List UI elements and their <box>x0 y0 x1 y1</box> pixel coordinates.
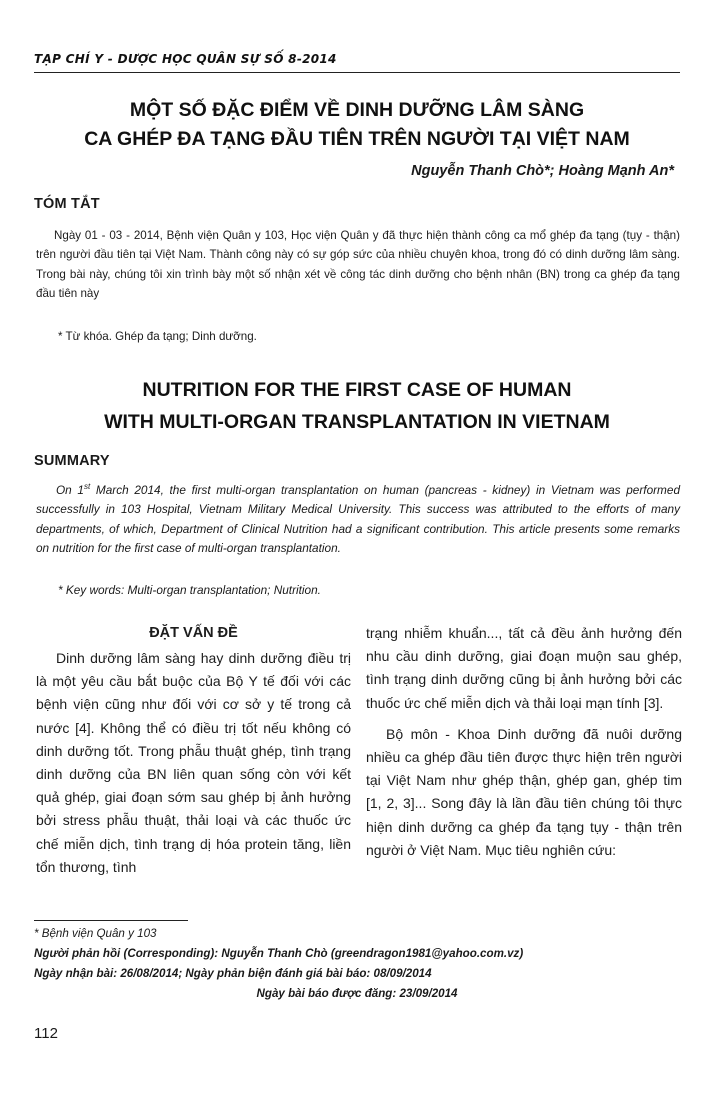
summary-body-start: On 1 <box>56 482 84 497</box>
vietnamese-title <box>34 96 680 154</box>
tomtat-abstract <box>36 226 680 303</box>
summary-body-superscript: st <box>83 482 91 491</box>
page-number: 112 <box>34 1025 58 1042</box>
footnote-published: Ngày bài báo được đăng: 23/09/2014 <box>256 987 458 1000</box>
summary-body-rest: March 2014, the first multi-organ transplantation on human (pancreas - kidney) in Vietnam was performed successfully in 103 Hospital, Vietnam Military Medical University. This success was attributed to the efforts of many departments, of which, Department of Clinical Nutrition had a significant contribution. This article presents some remarks on nutrition for the first case of multi-organ transplantation. <box>36 482 681 556</box>
footnote-corresponding: Người phản hồi (Corresponding): Nguyễn Thanh Chò (greendragon1981@yahoo.com.vz) <box>34 947 524 960</box>
header-rule <box>34 72 680 73</box>
summary-keywords: * Key words: Multi-organ transplantation; Nutrition. <box>58 583 321 597</box>
intro-paragraph-2: Bộ môn - Khoa Dinh dưỡng đã nuôi dưỡng nhiều ca ghép đầu tiên được thực hiện trên người tại Việt Nam như ghép thận, ghép gan, ghép tim [1, 2, 3]... Song đây là lần đầu tiên chúng tôi thực hiện dinh dưỡng ca ghép đa tạng tụy - thận trên người ở Việt Nam. Mục tiêu nghiên cứu: <box>366 725 682 858</box>
body-column-right <box>366 622 682 862</box>
footnote-affiliation: * Bệnh viện Quân y 103 <box>34 927 157 940</box>
tomtat-body: Ngày 01 - 03 - 2014, Bệnh viện Quân y 103, Học viện Quân y đã thực hiện thành công ca mổ ghép đa tạng (tụy - thận) trên người đầu tiên tại Việt Nam. Thành công này có sự góp sức của nhiều chuyên khoa, trong đó có dinh dưỡng lâm sàng. Trong bài này, chúng tôi xin trình bày một số nhận xét về công tác dinh dưỡng cho bệnh nhân (BN) trong ca ghép đa tạng đầu tiên này <box>36 229 680 300</box>
summary-body <box>36 477 680 559</box>
tomtat-heading: TÓM TẮT <box>34 196 100 212</box>
intro-heading: ĐẶT VẤN ĐỀ <box>149 625 238 641</box>
footnote-rule <box>34 920 188 921</box>
footnotes <box>34 924 680 1004</box>
journal-header: TẠP CHÍ Y - DƯỢC HỌC QUÂN SỰ SỐ 8-2014 <box>34 52 337 66</box>
footnote-dates: Ngày nhận bài: 26/08/2014; Ngày phản biện đánh giá bài báo: 08/09/2014 <box>34 967 432 980</box>
summary-heading: SUMMARY <box>34 453 110 469</box>
authors: Nguyễn Thanh Chò*; Hoàng Mạnh An* <box>411 163 674 179</box>
summary-abstract <box>36 477 680 559</box>
english-title-line-2: WITH MULTI-ORGAN TRANSPLANTATION IN VIETNAM <box>104 411 610 433</box>
vietnamese-title-line-1: MỘT SỐ ĐẶC ĐIỂM VỀ DINH DƯỠNG LÂM SÀNG <box>129 99 585 121</box>
english-title <box>34 374 680 438</box>
tomtat-keywords: * Từ khóa. Ghép đa tạng; Dinh dưỡng. <box>58 330 257 343</box>
english-title-line-1: NUTRITION FOR THE FIRST CASE OF HUMAN <box>142 379 572 401</box>
body-column-left <box>36 622 351 879</box>
intro-paragraph-1-continued: trạng nhiễm khuẩn..., tất cả đều ảnh hưởng đến nhu cầu dinh dưỡng, giai đoạn muộn sau ghép, tình trạng dinh dưỡng cũng bị ảnh hưởng bởi các thuốc ức chế miễn dịch và thải loại mạn tính [3]. <box>366 625 682 711</box>
vietnamese-title-line-2: CA GHÉP ĐA TẠNG ĐẦU TIÊN TRÊN NGƯỜI TẠI VIỆT NAM <box>84 128 630 150</box>
intro-paragraph-1: Dinh dưỡng lâm sàng hay dinh dưỡng điều trị là một yêu cầu bắt buộc của Bộ Y tế đối với các bệnh viện cũng như đối với cơ sở y tế trong cả nước [4]. Không thể có điều trị tốt nếu không có dinh dưỡng tốt. Trong phẫu thuật ghép, tình trạng dinh dưỡng của BN liên quan sống còn với kết quả ghép, giai đoạn sớm sau ghép bị ảnh hưởng bởi stress phẫu thuật, thải loại và các thuốc ức chế miễn dịch, tình trạng dị hóa protein tăng, liền tổn thương, tình <box>36 650 351 875</box>
